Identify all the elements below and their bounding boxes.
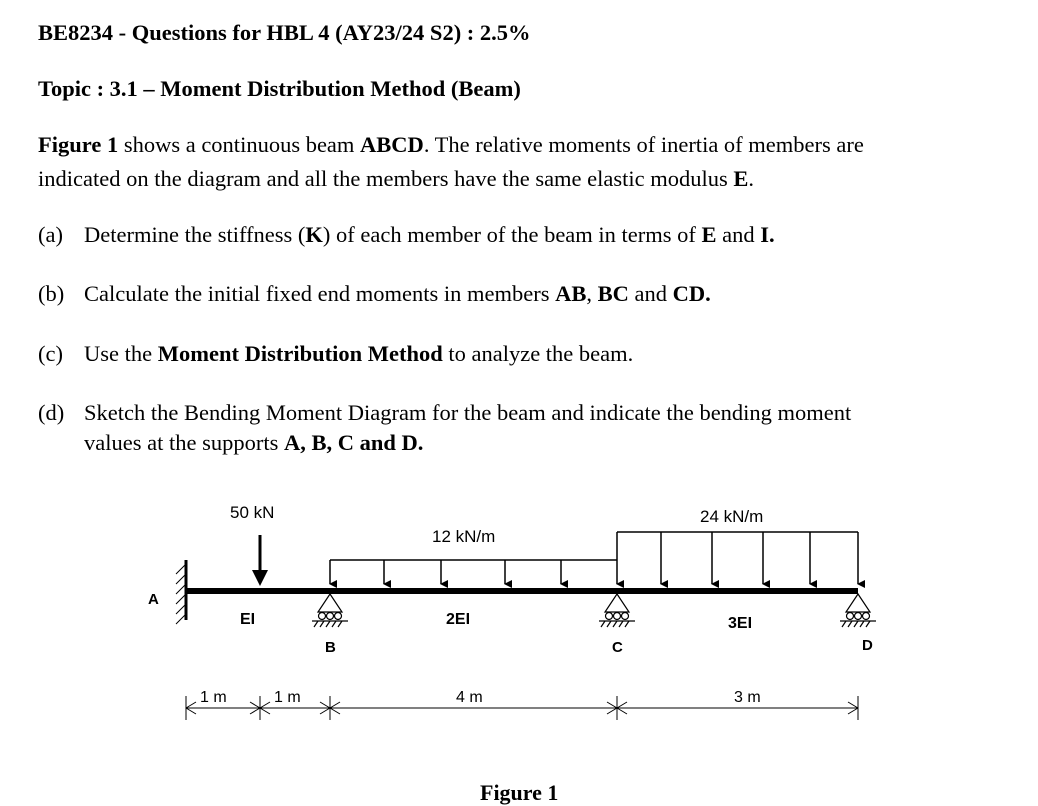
question-d [38, 400, 851, 426]
question-text: Calculate the initial fixed end moments in members [84, 281, 556, 306]
intro-text: shows a continuous beam [118, 132, 361, 157]
roller-support-b [312, 594, 348, 627]
question-bold: Moment Distribution Method [157, 341, 443, 366]
fixed-support-a [176, 560, 186, 624]
roller-support-c [599, 594, 635, 627]
intro-text: indicated on the diagram and all the members have the same elastic modulus [38, 166, 734, 191]
dimension-label: 3 m [734, 689, 761, 706]
question-a [38, 222, 775, 248]
dimension-label: 1 m [200, 689, 227, 706]
support-label-d: D [862, 637, 873, 654]
topic-heading: Topic : 3.1 – Moment Distribution Method (Beam) [38, 76, 521, 101]
figure-reference: Figure 1 [38, 132, 119, 157]
question-bold: E [701, 222, 717, 247]
support-label-b: B [325, 639, 336, 656]
question-c [38, 341, 633, 367]
roller-support-d [840, 594, 876, 627]
intro-line-2 [38, 166, 754, 192]
question-text: ) of each member of the beam in terms of [322, 222, 702, 247]
intro-text: . [748, 166, 755, 191]
support-label-a: A [148, 591, 159, 608]
modulus-symbol: E [733, 166, 749, 191]
question-bold: CD. [672, 281, 711, 306]
beam [186, 588, 858, 594]
question-bold: A, B, C and D. [283, 430, 424, 455]
member-label-bc: 2EI [446, 611, 471, 628]
question-text: to analyze the beam. [442, 341, 634, 366]
question-b [38, 281, 711, 307]
question-label: (d) [38, 400, 65, 425]
question-label: (c) [38, 341, 63, 366]
document-title: BE8234 - Questions for HBL 4 (AY23/24 S2) : 2.5% [38, 20, 531, 45]
dimension-label: 1 m [274, 689, 301, 706]
question-bold: AB [555, 281, 587, 306]
question-text: Use the [84, 341, 158, 366]
dimension-label: 4 m [456, 689, 483, 706]
question-text: Sketch the Bending Moment Diagram for the beam and indicate the bending moment [84, 400, 852, 425]
question-text: and [716, 222, 761, 247]
question-text: and [628, 281, 673, 306]
udl-cd [617, 532, 858, 584]
beam-name: ABCD [360, 132, 424, 157]
question-label: (b) [38, 281, 65, 306]
beam-figure [0, 480, 1038, 780]
question-label: (a) [38, 222, 63, 247]
question-d-continued [84, 430, 423, 456]
point-load-arrowhead [252, 570, 268, 586]
question-text: Determine the stiffness ( [84, 222, 306, 247]
question-bold: I. [760, 222, 775, 247]
member-label-cd: 3EI [728, 615, 753, 632]
figure-caption: Figure 1 [480, 780, 559, 805]
question-text: values at the supports [84, 430, 284, 455]
question-text: , [586, 281, 598, 306]
udl-cd-label: 24 kN/m [700, 507, 764, 526]
intro-line-1 [38, 132, 864, 158]
support-label-c: C [612, 639, 623, 656]
point-load-label: 50 kN [230, 503, 275, 522]
member-label-ab: EI [240, 611, 256, 628]
intro-text: . The relative moments of inertia of members are [423, 132, 864, 157]
question-bold: BC [597, 281, 629, 306]
udl-bc-label: 12 kN/m [432, 527, 496, 546]
question-bold: K [305, 222, 323, 247]
